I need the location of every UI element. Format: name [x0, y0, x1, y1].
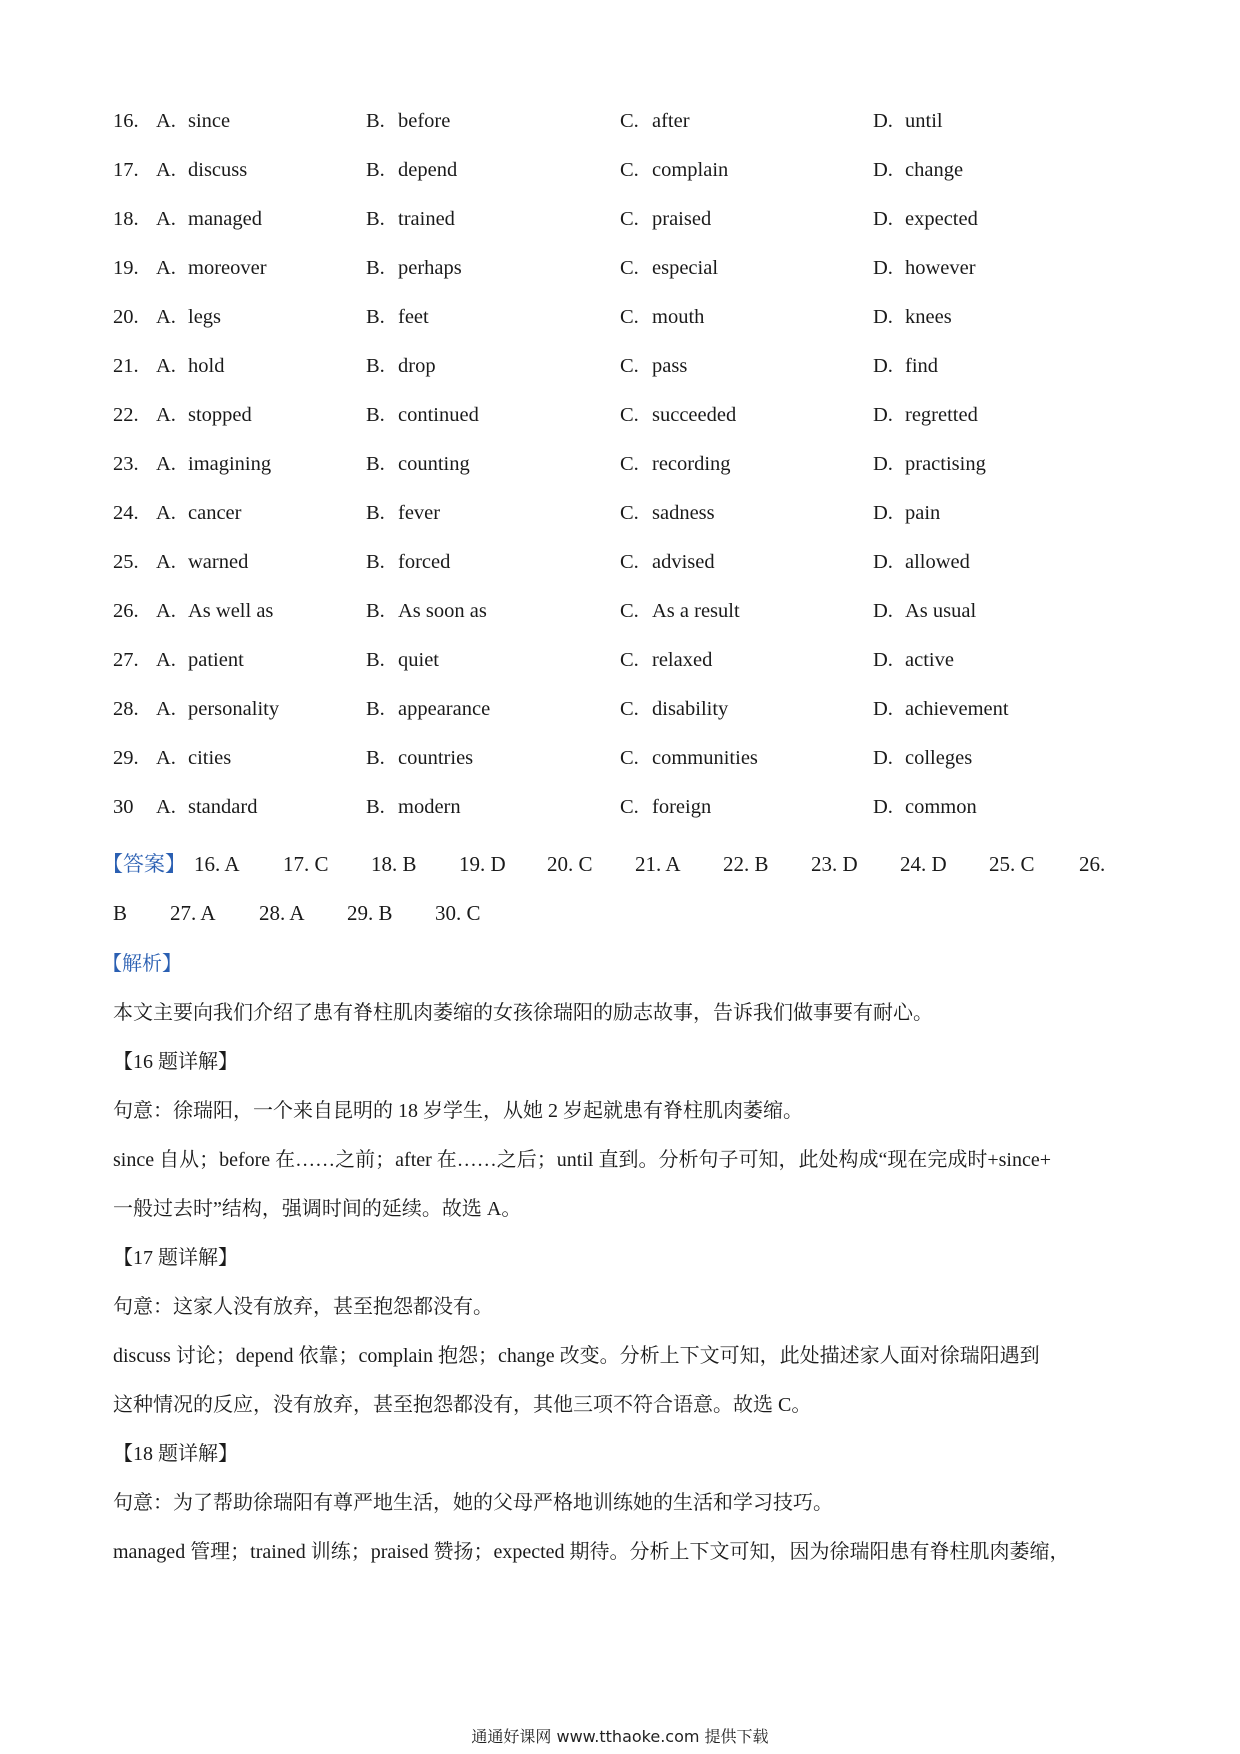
option-choice [620, 591, 740, 631]
option-choice [620, 493, 715, 533]
option-word: discuss [188, 159, 248, 181]
option-letter: A. [156, 502, 176, 524]
option-choice [873, 787, 977, 827]
option-choice [873, 542, 970, 582]
option-word: regretted [905, 404, 978, 426]
option-choice [620, 738, 758, 778]
option-choice [873, 199, 978, 239]
option-letter: D. [873, 453, 893, 475]
answer-item: 30. C [435, 901, 481, 925]
question-number: 30 [113, 796, 134, 818]
option-choice [620, 199, 711, 239]
answer-item: 26. [1079, 852, 1106, 876]
option-letter: B. [366, 257, 385, 279]
option-letter: C. [620, 698, 639, 720]
option-word: active [905, 649, 954, 671]
option-word: continued [398, 404, 479, 426]
option-letter: D. [873, 649, 893, 671]
option-choice [873, 248, 976, 288]
option-letter: D. [873, 208, 893, 230]
question-number: 17. [113, 159, 139, 181]
analysis-paragraph: 句意：这家人没有放弃，甚至抱怨都没有。 [113, 1296, 493, 1318]
option-choice [156, 395, 252, 435]
option-word: expected [905, 208, 978, 230]
option-choice [620, 101, 690, 141]
option-choice [873, 395, 978, 435]
option-word: perhaps [398, 257, 462, 279]
answer-line-2 [113, 893, 1143, 942]
answer-item: 29. B [347, 901, 393, 925]
option-letter: C. [620, 355, 639, 377]
option-word: knees [905, 306, 952, 328]
option-letter: A. [156, 796, 176, 818]
option-word: modern [398, 796, 461, 818]
answer-item: 25. C [989, 852, 1035, 876]
option-letter: D. [873, 355, 893, 377]
option-word: countries [398, 747, 474, 769]
option-choice [620, 787, 711, 827]
analysis-paragraph: 句意：徐瑞阳，一个来自昆明的 18 岁学生，从她 2 岁起就患有脊柱肌肉萎缩。 [113, 1100, 803, 1122]
option-letter: A. [156, 159, 176, 181]
question-number: 22. [113, 404, 139, 426]
option-choice [366, 738, 473, 778]
answer-key [102, 844, 1143, 942]
option-letter: D. [873, 257, 893, 279]
option-letter: C. [620, 502, 639, 524]
question-number: 28. [113, 698, 139, 720]
option-word: forced [398, 551, 451, 573]
option-choice [366, 199, 455, 239]
option-choice [156, 297, 221, 337]
analysis-body [102, 944, 1133, 1581]
option-letter: C. [620, 649, 639, 671]
option-word: sadness [652, 502, 715, 524]
option-letter: D. [873, 698, 893, 720]
option-row [113, 542, 1123, 591]
answer-label: 【答案】 [102, 852, 186, 876]
option-choice [366, 297, 429, 337]
option-letter: A. [156, 208, 176, 230]
option-word: feet [398, 306, 429, 328]
option-table [113, 101, 1123, 836]
option-letter: C. [620, 159, 639, 181]
question-number: 29. [113, 747, 139, 769]
option-word: legs [188, 306, 222, 328]
option-letter: B. [366, 208, 385, 230]
answer-item: 24. D [900, 852, 947, 876]
option-choice [366, 787, 461, 827]
option-row [113, 150, 1123, 199]
option-choice [366, 150, 457, 190]
answer-item: 27. A [170, 901, 216, 925]
option-choice [873, 493, 940, 533]
option-word: find [905, 355, 939, 377]
question-number: 23. [113, 453, 139, 475]
option-letter: B. [366, 306, 385, 328]
option-letter: B. [366, 159, 385, 181]
page-footer: 通通好课网 www.tthaoke.com 提供下载 [471, 1727, 769, 1746]
option-row [113, 689, 1123, 738]
question-number: 24. [113, 502, 139, 524]
option-word: pass [652, 355, 688, 377]
option-word: relaxed [652, 649, 713, 671]
option-word: drop [398, 355, 436, 377]
option-letter: A. [156, 747, 176, 769]
option-word: cancer [188, 502, 242, 524]
question-number: 16. [113, 110, 139, 132]
option-choice [620, 542, 715, 582]
option-word: until [905, 110, 943, 132]
option-row [113, 101, 1123, 150]
option-choice [156, 493, 241, 533]
option-choice [620, 346, 687, 386]
analysis-paragraph: 【16 题详解】 [113, 1051, 238, 1073]
option-row [113, 444, 1123, 493]
analysis-paragraph: since 自从；before 在……之前；after 在……之后；until 直到。分析句子可知，此处构成“现在完成时+since+ [113, 1149, 1051, 1171]
option-row [113, 297, 1123, 346]
option-word: communities [652, 747, 758, 769]
option-letter: B. [366, 649, 385, 671]
option-letter: C. [620, 404, 639, 426]
option-letter: A. [156, 355, 176, 377]
option-choice [873, 346, 938, 386]
option-letter: D. [873, 110, 893, 132]
analysis-paragraph: 本文主要向我们介绍了患有脊柱肌肉萎缩的女孩徐瑞阳的励志故事，告诉我们做事要有耐心。 [113, 1002, 933, 1024]
option-word: practising [905, 453, 986, 475]
question-number: 25. [113, 551, 139, 573]
option-letter: B. [366, 600, 385, 622]
option-word: advised [652, 551, 715, 573]
question-number: 21. [113, 355, 139, 377]
answer-item: 18. B [371, 852, 417, 876]
option-letter: B. [366, 453, 385, 475]
answer-item: 22. B [723, 852, 769, 876]
option-word: allowed [905, 551, 970, 573]
option-word: succeeded [652, 404, 737, 426]
question-number: 19. [113, 257, 139, 279]
option-row [113, 199, 1123, 248]
option-word: counting [398, 453, 470, 475]
answer-item: 16. A [194, 852, 240, 876]
question-number: 27. [113, 649, 139, 671]
option-word: depend [398, 159, 458, 181]
analysis-paragraph: 【18 题详解】 [113, 1443, 238, 1465]
option-letter: D. [873, 502, 893, 524]
option-choice [873, 444, 986, 484]
option-row [113, 640, 1123, 689]
option-word: moreover [188, 257, 267, 279]
question-number: 20. [113, 306, 139, 328]
option-choice [366, 346, 436, 386]
analysis-paragraph: 一般过去时”结构，强调时间的延续。故选 A。 [113, 1198, 522, 1220]
option-word: warned [188, 551, 249, 573]
question-number: 18. [113, 208, 139, 230]
option-choice [873, 101, 943, 141]
option-letter: B. [366, 796, 385, 818]
option-choice [156, 591, 273, 631]
option-word: appearance [398, 698, 491, 720]
option-choice [156, 444, 271, 484]
option-word: As usual [905, 600, 977, 622]
answer-item: 28. A [259, 901, 305, 925]
option-row [113, 248, 1123, 297]
option-letter: C. [620, 306, 639, 328]
answer-item: 20. C [547, 852, 593, 876]
option-letter: C. [620, 453, 639, 475]
option-word: mouth [652, 306, 705, 328]
answer-item: 17. C [283, 852, 329, 876]
option-choice [366, 689, 490, 729]
option-letter: A. [156, 110, 176, 132]
option-choice [620, 640, 712, 680]
option-word: personality [188, 698, 280, 720]
option-letter: A. [156, 257, 176, 279]
option-choice [873, 591, 976, 631]
option-letter: A. [156, 404, 176, 426]
option-letter: B. [366, 698, 385, 720]
option-letter: C. [620, 551, 639, 573]
option-letter: D. [873, 404, 893, 426]
option-word: after [652, 110, 690, 132]
option-letter: D. [873, 159, 893, 181]
option-letter: B. [366, 502, 385, 524]
option-word: recording [652, 453, 731, 475]
option-word: As a result [652, 600, 740, 622]
option-choice [156, 150, 247, 190]
option-letter: D. [873, 551, 893, 573]
option-letter: A. [156, 600, 176, 622]
option-choice [620, 395, 736, 435]
option-word: especial [652, 257, 719, 279]
option-word: imagining [188, 453, 272, 475]
option-choice [873, 738, 972, 778]
option-choice [873, 689, 1009, 729]
option-word: patient [188, 649, 244, 671]
option-word: As soon as [398, 600, 487, 622]
option-choice [620, 444, 731, 484]
option-choice [873, 640, 954, 680]
option-word: managed [188, 208, 262, 230]
option-letter: D. [873, 306, 893, 328]
option-letter: C. [620, 747, 639, 769]
option-choice [366, 542, 450, 582]
option-letter: B. [366, 747, 385, 769]
option-choice [156, 346, 224, 386]
option-letter: B. [366, 110, 385, 132]
answer-item: 23. D [811, 852, 858, 876]
option-choice [366, 444, 470, 484]
analysis-paragraph: 句意：为了帮助徐瑞阳有尊严地生活，她的父母严格地训练她的生活和学习技巧。 [113, 1492, 833, 1514]
option-choice [156, 640, 244, 680]
option-word: quiet [398, 649, 439, 671]
option-letter: C. [620, 208, 639, 230]
option-row [113, 738, 1123, 787]
option-row [113, 395, 1123, 444]
option-letter: B. [366, 551, 385, 573]
option-word: however [905, 257, 976, 279]
option-word: fever [398, 502, 441, 524]
option-letter: D. [873, 747, 893, 769]
option-choice [156, 248, 267, 288]
option-letter: C. [620, 257, 639, 279]
option-letter: A. [156, 453, 176, 475]
analysis-paragraph: 这种情况的反应，没有放弃，甚至抱怨都没有，其他三项不符合语意。故选 C。 [113, 1394, 812, 1416]
option-letter: A. [156, 698, 176, 720]
option-word: colleges [905, 747, 973, 769]
option-choice [156, 101, 230, 141]
option-choice [873, 150, 963, 190]
option-choice [620, 248, 718, 288]
option-choice [156, 689, 279, 729]
option-letter: C. [620, 110, 639, 132]
option-choice [620, 297, 704, 337]
analysis-paragraph: managed 管理；trained 训练；praised 赞扬；expected 期待。分析上下文可知，因为徐瑞阳患有脊柱肌肉萎缩， [113, 1541, 1070, 1563]
option-choice [156, 738, 231, 778]
option-row [113, 346, 1123, 395]
answer-item: 19. D [459, 852, 506, 876]
option-word: since [188, 110, 231, 132]
question-number: 26. [113, 600, 139, 622]
option-row [113, 591, 1123, 640]
option-letter: C. [620, 796, 639, 818]
option-choice [366, 591, 487, 631]
option-word: disability [652, 698, 729, 720]
analysis-label: 【解析】 [102, 953, 182, 975]
option-word: achievement [905, 698, 1009, 720]
option-row [113, 787, 1123, 836]
option-choice [156, 542, 248, 582]
option-choice [366, 493, 440, 533]
option-word: foreign [652, 796, 712, 818]
option-letter: D. [873, 600, 893, 622]
analysis-paragraph: discuss 讨论；depend 依靠；complain 抱怨；change 改变。分析上下文可知，此处描述家人面对徐瑞阳遇到 [113, 1345, 1040, 1367]
option-word: cities [188, 747, 232, 769]
option-letter: A. [156, 649, 176, 671]
option-row [113, 493, 1123, 542]
option-word: stopped [188, 404, 252, 426]
option-letter: B. [366, 404, 385, 426]
option-word: standard [188, 796, 258, 818]
option-choice [620, 150, 728, 190]
option-word: pain [905, 502, 941, 524]
option-letter: C. [620, 600, 639, 622]
option-word: before [398, 110, 451, 132]
option-choice [366, 395, 479, 435]
answer-line-1 [102, 844, 1143, 893]
option-letter: B. [366, 355, 385, 377]
option-choice [156, 787, 257, 827]
option-word: change [905, 159, 964, 181]
answer-item: B [113, 901, 128, 925]
option-choice [366, 640, 439, 680]
option-choice [366, 248, 462, 288]
analysis-paragraph: 【17 题详解】 [113, 1247, 238, 1269]
option-word: common [905, 796, 977, 818]
option-word: praised [652, 208, 712, 230]
option-word: hold [188, 355, 225, 377]
option-word: As well as [188, 600, 274, 622]
option-letter: D. [873, 796, 893, 818]
option-word: trained [398, 208, 455, 230]
analysis-paragraphs [113, 993, 1133, 1581]
option-choice [366, 101, 450, 141]
answer-item: 21. A [635, 852, 681, 876]
option-word: complain [652, 159, 729, 181]
option-letter: A. [156, 551, 176, 573]
option-letter: A. [156, 306, 176, 328]
option-choice [620, 689, 728, 729]
option-choice [873, 297, 952, 337]
option-choice [156, 199, 262, 239]
